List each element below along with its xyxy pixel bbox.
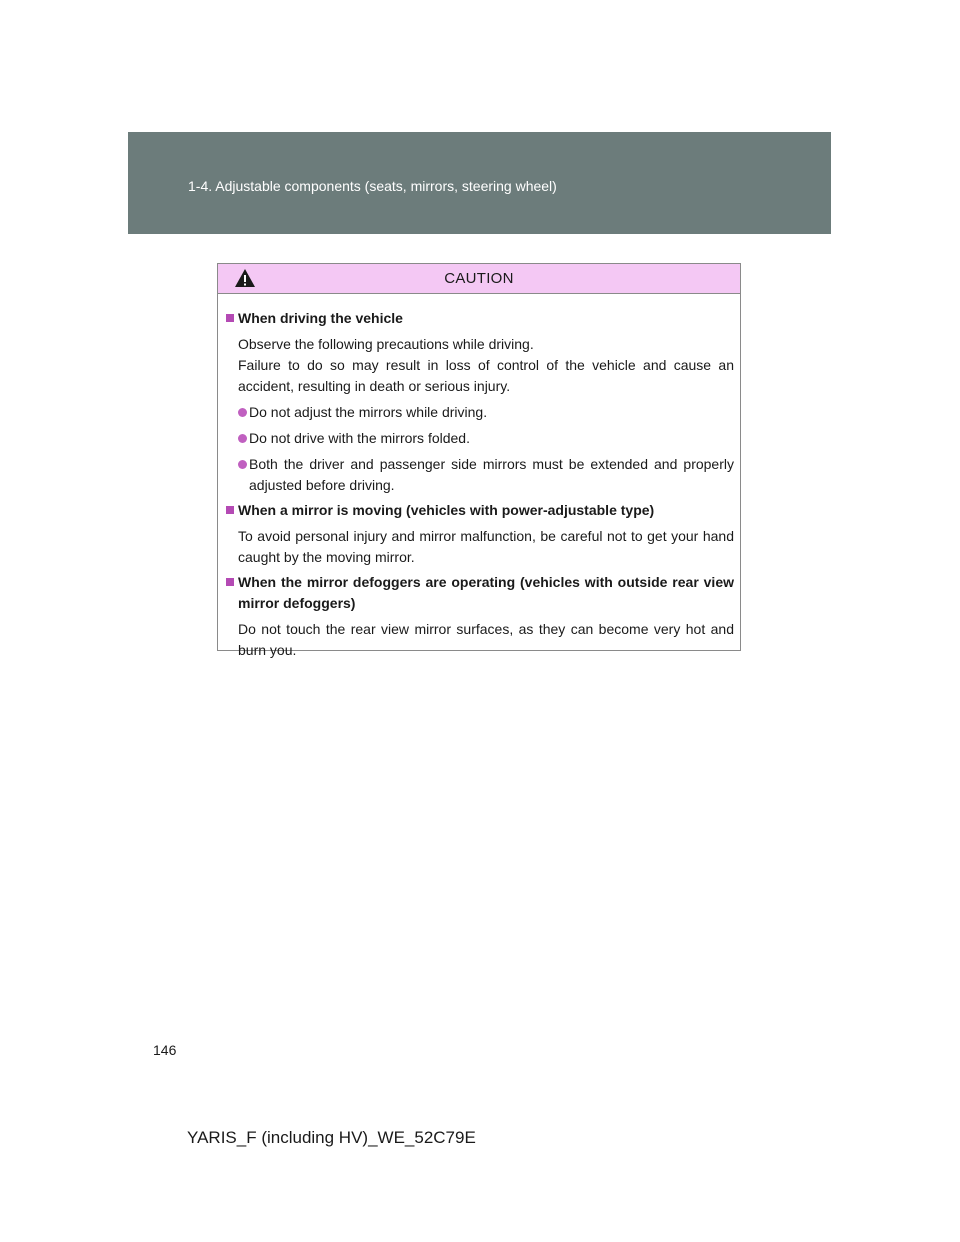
warning-triangle-icon <box>234 268 256 288</box>
section-heading: When driving the vehicle <box>224 308 734 329</box>
square-bullet-icon <box>226 506 234 514</box>
section-header-band <box>128 132 831 234</box>
caution-body <box>218 294 740 661</box>
caution-header <box>218 264 740 294</box>
paragraph: Observe the following precautions while driving. <box>238 336 534 352</box>
list-item: Do not drive with the mirrors folded. <box>224 428 734 449</box>
round-bullet-icon <box>238 434 247 443</box>
section-heading: When a mirror is moving (vehicles with power-adjustable type) <box>224 500 734 521</box>
paragraph: Failure to do so may result in loss of control of the vehicle and cause an accident, resulting in death or serious injury. <box>238 357 734 394</box>
section-heading: When the mirror defoggers are operating (vehicles with outside rear view mirror defoggers) <box>224 572 734 614</box>
paragraph: Do not touch the rear view mirror surfaces, as they can become very hot and burn you. <box>238 621 734 658</box>
square-bullet-icon <box>226 314 234 322</box>
caution-box <box>217 263 741 658</box>
list-item: Both the driver and passenger side mirrors must be extended and properly adjusted before driving. <box>224 454 734 496</box>
round-bullet-icon <box>238 460 247 469</box>
list-item: Do not adjust the mirrors while driving. <box>224 402 734 423</box>
caution-title: CAUTION <box>444 270 514 287</box>
page-number: 146 <box>153 1042 177 1058</box>
square-bullet-icon <box>226 578 234 586</box>
round-bullet-icon <box>238 408 247 417</box>
document-code: YARIS_F (including HV)_WE_52C79E <box>187 1128 476 1147</box>
section-title: 1-4. Adjustable components (seats, mirrors, steering wheel) <box>188 178 557 194</box>
paragraph: To avoid personal injury and mirror malfunction, be careful not to get your hand caught by the moving mirror. <box>238 528 734 565</box>
